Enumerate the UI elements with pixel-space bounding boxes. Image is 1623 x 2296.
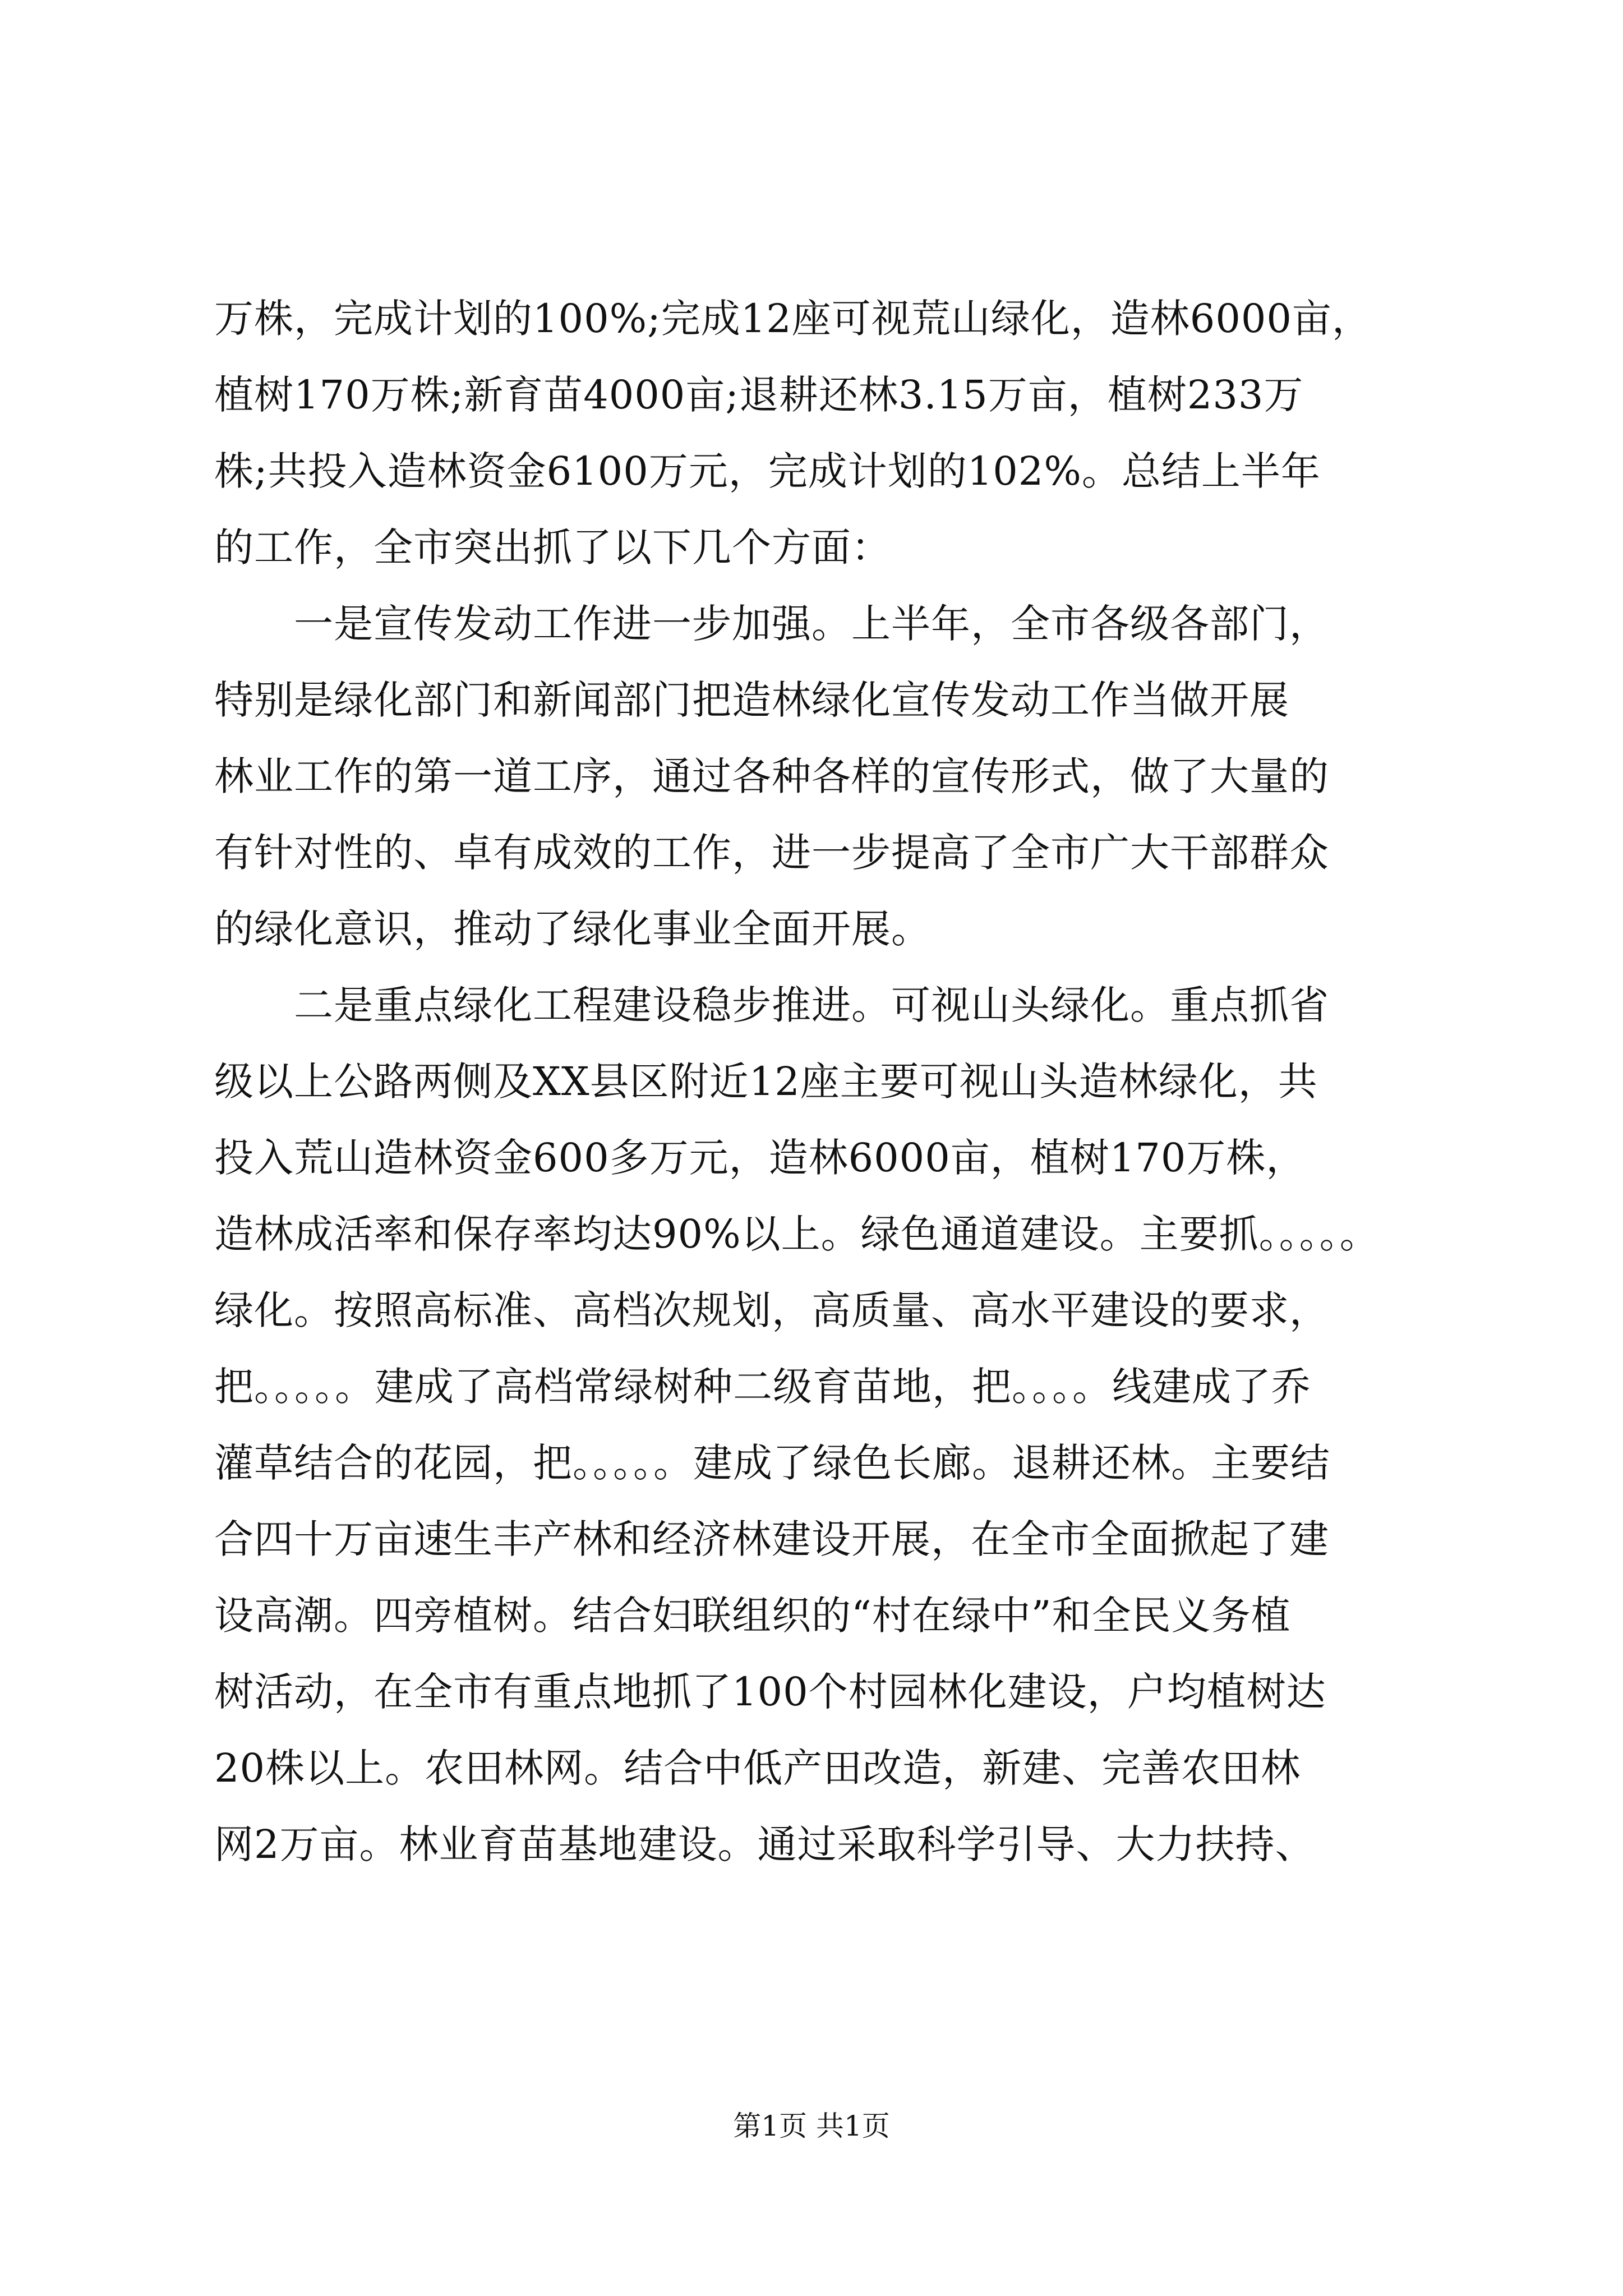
text-line: 20株以上。农田林网。结合中低产田改造，新建、完善农田林 [214,1745,1301,1791]
text-line: 特别是绿化部门和新闻部门把造林绿化宣传发动工作当做开展 [214,677,1289,723]
body-text [214,280,1428,1883]
text-line: 的工作，全市突出抓了以下几个方面： [214,524,891,570]
text-line: 的绿化意识，推动了绿化事业全面开展。 [214,906,931,952]
text-line: 合四十万亩速生丰产林和经济林建设开展，在全市全面掀起了建 [214,1516,1329,1562]
text-line: 级以上公路两侧及XX县区附近12座主要可视山头造林绿化，共 [214,1059,1318,1105]
text-line: 设高潮。四旁植树。结合妇联组织的“村在绿中”和全民义务植 [214,1593,1291,1639]
text-line: 灌草结合的花园，把。。。。。建成了绿色长廊。退耕还林。主要结 [214,1440,1330,1486]
text-line: 网2万亩。林业育苗基地建设。通过采取科学引导、大力扶持、 [214,1821,1315,1867]
text-line: 万株，完成计划的100%;完成12座可视荒山绿化，造林6000亩， [214,296,1372,342]
page-number-label: 第1页 共1页 [733,2110,890,2142]
text-line: 树活动，在全市有重点地抓了100个村园林化建设，户均植树达 [214,1669,1326,1715]
text-line: 植树170万株;新育苗4000亩;退耕还林3.15万亩，植树233万 [214,372,1304,418]
text-line: 有针对性的、卓有成效的工作，进一步提高了全市广大干部群众 [214,830,1329,876]
text-line: 投入荒山造林资金600多万元，造林6000亩，植树170万株， [214,1135,1306,1181]
text-line: 株;共投入造林资金6100万元，完成计划的102%。总结上半年 [214,448,1321,494]
page-footer [0,2109,1623,2143]
text-line: 林业工作的第一道工序，通过各种各样的宣传形式，做了大量的 [214,753,1329,799]
text-line: 造林成活率和保存率均达90%以上。绿色通道建设。主要抓。。。。。 [214,1211,1380,1257]
text-line: 一是宣传发动工作进一步加强。上半年，全市各级各部门， [214,601,1329,647]
text-line: 把。。。。。建成了高档常绿树种二级育苗地，把。。。。线建成了乔 [214,1364,1311,1410]
text-line: 绿化。按照高标准、高档次规划，高质量、高水平建设的要求， [214,1287,1329,1333]
text-line: 二是重点绿化工程建设稳步推进。可视山头绿化。重点抓省 [214,982,1329,1028]
